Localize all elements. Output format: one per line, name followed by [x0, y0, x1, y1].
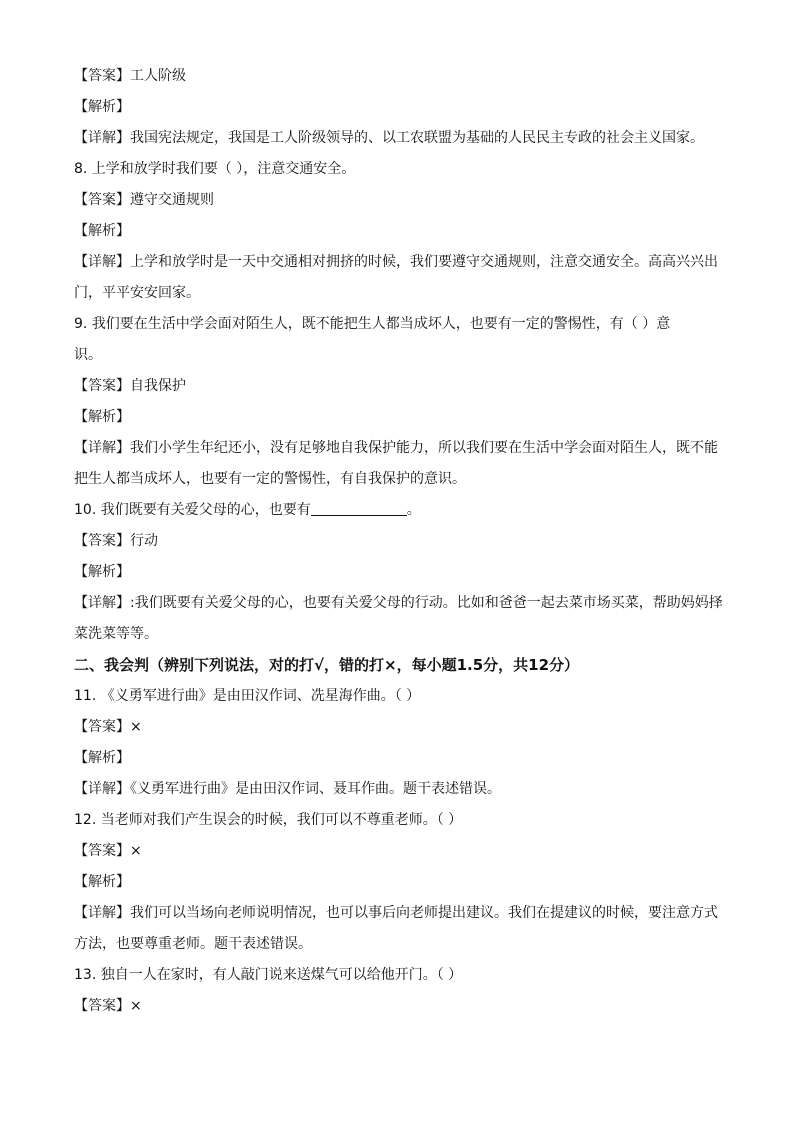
detail-text: 门，平平安安回家。 [74, 285, 200, 301]
answer-tag: 【答案】 [74, 719, 130, 735]
answer-text: 行动 [130, 533, 158, 549]
question-continuation [74, 345, 724, 365]
answer-blank [311, 501, 407, 516]
detail-tag: 【详解】 [74, 905, 130, 921]
analysis-tag: 【解析】 [74, 750, 130, 766]
answer-tag: 【答案】 [74, 843, 130, 859]
detail-continuation [74, 469, 724, 489]
question-text: 9. 我们要在生活中学会面对陌生人，既不能把生人都当成坏人，也要有一定的警惕性，有（ ）意 [74, 316, 671, 332]
question-13 [74, 965, 724, 985]
detail-line [74, 903, 724, 923]
answer-text: × [130, 843, 142, 859]
answer-tag: 【答案】 [74, 533, 130, 549]
answer-tag: 【答案】 [74, 68, 130, 84]
answer-text: × [130, 998, 142, 1014]
answer-line [74, 66, 724, 86]
detail-line [74, 128, 724, 148]
question-8 [74, 159, 724, 179]
section-heading [74, 655, 724, 675]
answer-line [74, 531, 724, 551]
answer-line [74, 996, 724, 1016]
question-11 [74, 686, 724, 706]
detail-text: 菜洗菜等等。 [74, 626, 158, 642]
detail-text: :我们既要有关爱父母的心，也要有关爱父母的行动。比如和爸爸一起去菜市场买菜，帮助妈妈择 [130, 595, 723, 611]
detail-line [74, 593, 724, 613]
question-text: 13. 独自一人在家时，有人敲门说来送煤气可以给他开门。（ ） [74, 967, 463, 983]
question-9 [74, 314, 724, 334]
detail-line [74, 779, 724, 799]
detail-continuation [74, 283, 724, 303]
detail-tag: 【详解】 [74, 254, 130, 270]
question-text: 10. 我们既要有关爱父母的心，也要有 [74, 502, 311, 518]
analysis-line [74, 97, 724, 117]
detail-tag: 【详解】 [74, 595, 130, 611]
answer-line [74, 190, 724, 210]
analysis-tag: 【解析】 [74, 99, 130, 115]
question-text: 8. 上学和放学时我们要（ ），注意交通安全。 [74, 161, 356, 177]
analysis-line [74, 562, 724, 582]
detail-text: 我们小学生年纪还小，没有足够地自我保护能力，所以我们要在生活中学会面对陌生人，既不能 [130, 440, 718, 456]
question-text: 12. 当老师对我们产生误会的时候，我们可以不尊重老师。（ ） [74, 812, 463, 828]
answer-line [74, 841, 724, 861]
analysis-line [74, 221, 724, 241]
answer-line [74, 717, 724, 737]
detail-continuation [74, 934, 724, 954]
detail-text: 方法，也要尊重老师。题干表述错误。 [74, 936, 312, 952]
analysis-line [74, 407, 724, 427]
detail-text: 把生人都当成坏人，也要有一定的警惕性，有自我保护的意识。 [74, 471, 466, 487]
analysis-line [74, 748, 724, 768]
detail-tag: 【详解】 [74, 781, 130, 797]
detail-tag: 【详解】 [74, 130, 130, 146]
answer-tag: 【答案】 [74, 998, 130, 1014]
answer-tag: 【答案】 [74, 378, 130, 394]
detail-line [74, 438, 724, 458]
detail-continuation [74, 624, 724, 644]
answer-text: × [130, 719, 142, 735]
analysis-tag: 【解析】 [74, 874, 130, 890]
section-title: 二、我会判（辨别下列说法，对的打√，错的打×，每小题1.5分，共12分） [74, 656, 580, 674]
analysis-tag: 【解析】 [74, 409, 130, 425]
detail-text: 我国宪法规定，我国是工人阶级领导的、以工农联盟为基础的人民民主专政的社会主义国家。 [130, 130, 704, 146]
answer-text: 遵守交通规则 [130, 192, 214, 208]
question-text: 识。 [74, 347, 102, 363]
question-12 [74, 810, 724, 830]
analysis-tag: 【解析】 [74, 223, 130, 239]
question-suffix: 。 [406, 502, 421, 518]
answer-tag: 【答案】 [74, 192, 130, 208]
question-text: 11. 《义勇军进行曲》是由田汉作词、冼星海作曲。（ ） [74, 688, 421, 704]
analysis-line [74, 872, 724, 892]
detail-tag: 【详解】 [74, 440, 130, 456]
detail-text: 我们可以当场向老师说明情况，也可以事后向老师提出建议。我们在提建议的时候，要注意方式 [130, 905, 718, 921]
answer-line [74, 376, 724, 396]
analysis-tag: 【解析】 [74, 564, 130, 580]
answer-text: 工人阶级 [130, 68, 186, 84]
detail-line [74, 252, 724, 272]
detail-text: 《义勇军进行曲》是由田汉作词、聂耳作曲。题干表述错误。 [130, 781, 501, 797]
answer-text: 自我保护 [130, 378, 186, 394]
question-10 [74, 500, 724, 520]
detail-text: 上学和放学时是一天中交通相对拥挤的时候，我们要遵守交通规则，注意交通安全。高高兴兴出 [130, 254, 718, 270]
